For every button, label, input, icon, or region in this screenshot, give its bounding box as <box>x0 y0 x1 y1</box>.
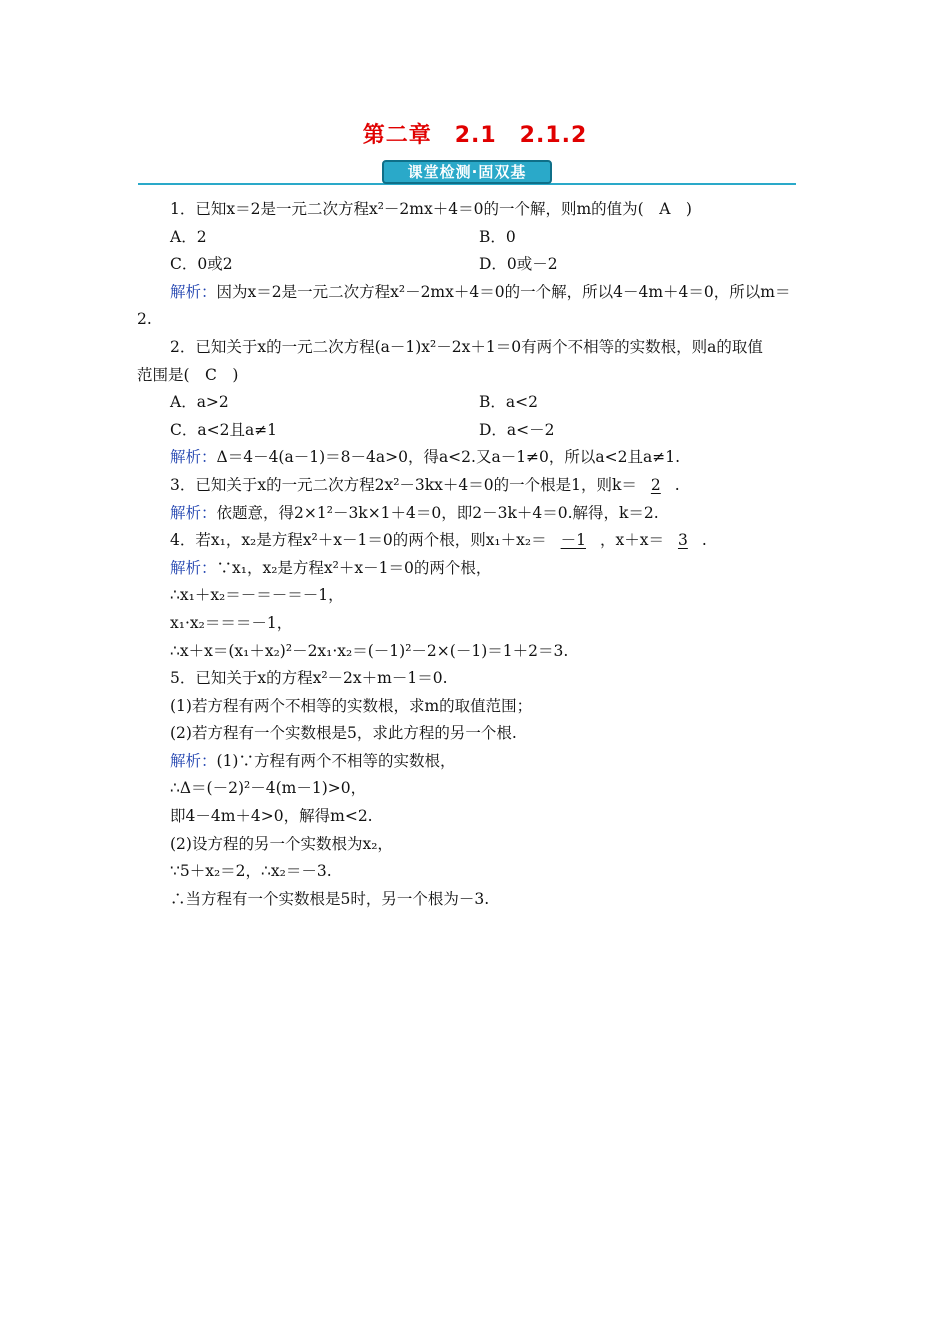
q1-analysis-cont: 2. <box>137 310 152 329</box>
analysis-label: 解析： <box>170 282 217 301</box>
analysis-label: 解析： <box>170 751 217 770</box>
q5-analysis-text: (1)∵方程有两个不相等的实数根， <box>216 751 456 770</box>
q5-stem: 5．已知关于x的方程x²－2x＋m－1＝0. <box>170 669 448 688</box>
q2-stem: 2．已知关于x的一元二次方程(a－1)x²－2x＋1＝0有两个不相等的实数根，则a的取值 <box>170 337 763 356</box>
analysis-label: 解析： <box>170 503 217 522</box>
q1-stem: 1．已知x＝2是一元二次方程x²－2mx＋4＝0的一个解，则m的值为( A ) <box>170 200 692 218</box>
q4-stem <box>170 527 820 555</box>
banner-label: 课堂检测·固双基 <box>382 160 552 184</box>
q5-analysis-line: (2)设方程的另一个实数根为x₂， <box>170 834 393 853</box>
q2-options-row-1 <box>170 389 820 417</box>
q4-answer-blank-2: 3 <box>677 531 688 550</box>
q2-option-b: B．a<2 <box>479 393 538 412</box>
q4-stem-end: . <box>701 531 707 550</box>
q4-analysis-line: x₁·x₂＝＝＝－1， <box>170 613 293 632</box>
q4-analysis-line: ∴x＋x＝(x₁＋x₂)²－2x₁·x₂＝(－1)²－2×(－1)＝1＋2＝3. <box>170 641 569 660</box>
q2-options-row-2 <box>170 417 820 445</box>
section-banner <box>138 160 796 188</box>
q2-analysis-text: Δ＝4－4(a－1)＝8－4a>0，得a<2.又a－1≠0，所以a<2且a≠1. <box>216 448 681 467</box>
q3-stem <box>170 472 820 500</box>
q3-answer-blank: 2 <box>650 475 661 494</box>
page-title: 第二章 2.1 2.1.2 <box>362 123 588 148</box>
q2-analysis <box>170 444 820 472</box>
q4-analysis-text: ∵x₁，x₂是方程x²＋x－1＝0的两个根， <box>216 558 492 577</box>
q1-analysis-text: 因为x＝2是一元二次方程x²－2mx＋4＝0的一个解，所以4－4m＋4＝0，所以m＝ <box>216 282 791 301</box>
analysis-label: 解析： <box>170 448 217 467</box>
q5-analysis-line: ∵5＋x₂＝2，∴x₂＝－3. <box>170 862 332 881</box>
q1-option-a: A．2 <box>170 227 207 246</box>
q4-stem-mid: ，x＋x＝ <box>599 531 664 550</box>
q4-analysis <box>170 555 820 583</box>
q4-answer-blank-1: －1 <box>560 531 586 550</box>
q5-analysis <box>170 748 820 776</box>
q5-analysis-line: ∴Δ＝(－2)²－4(m－1)>0， <box>170 779 367 798</box>
q3-analysis <box>170 500 820 528</box>
q5-analysis-line: ∴当方程有一个实数根是5时，另一个根为－3. <box>170 889 490 908</box>
q5-part-1: (1)若方程有两个不相等的实数根，求m的取值范围； <box>170 696 533 715</box>
q5-analysis-line: 即4－4m＋4>0，解得m<2. <box>170 807 373 826</box>
q1-options-row-1 <box>170 224 820 252</box>
q1-option-d: D．0或－2 <box>479 255 558 274</box>
q2-option-a: A．a>2 <box>170 393 229 412</box>
q2-option-c: C．a<2且a≠1 <box>170 420 278 439</box>
q1-option-b: B．0 <box>479 227 516 246</box>
analysis-label: 解析： <box>170 558 217 577</box>
q1-options-row-2 <box>170 251 820 279</box>
q2-stem-cont: 范围是( C ) <box>137 365 239 384</box>
q1-option-c: C．0或2 <box>170 255 233 274</box>
q5-part-2: (2)若方程有一个实数根是5，求此方程的另一个根. <box>170 724 517 743</box>
q4-analysis-line: ∴x₁＋x₂＝－＝－＝－1， <box>170 586 344 605</box>
q3-stem-end: . <box>674 475 680 494</box>
exercise-content <box>137 196 820 913</box>
q3-analysis-text: 依题意，得2×1²－3k×1＋4＝0，即2－3k＋4＝0.解得，k＝2. <box>216 503 659 522</box>
q3-stem-text: 3．已知关于x的一元二次方程2x²－3kx＋4＝0的一个根是1，则k＝ <box>170 475 637 494</box>
q2-option-d: D．a<－2 <box>479 420 555 439</box>
q4-stem-text: 4．若x₁，x₂是方程x²＋x－1＝0的两个根，则x₁＋x₂＝ <box>170 531 547 550</box>
q1-analysis <box>170 279 820 307</box>
